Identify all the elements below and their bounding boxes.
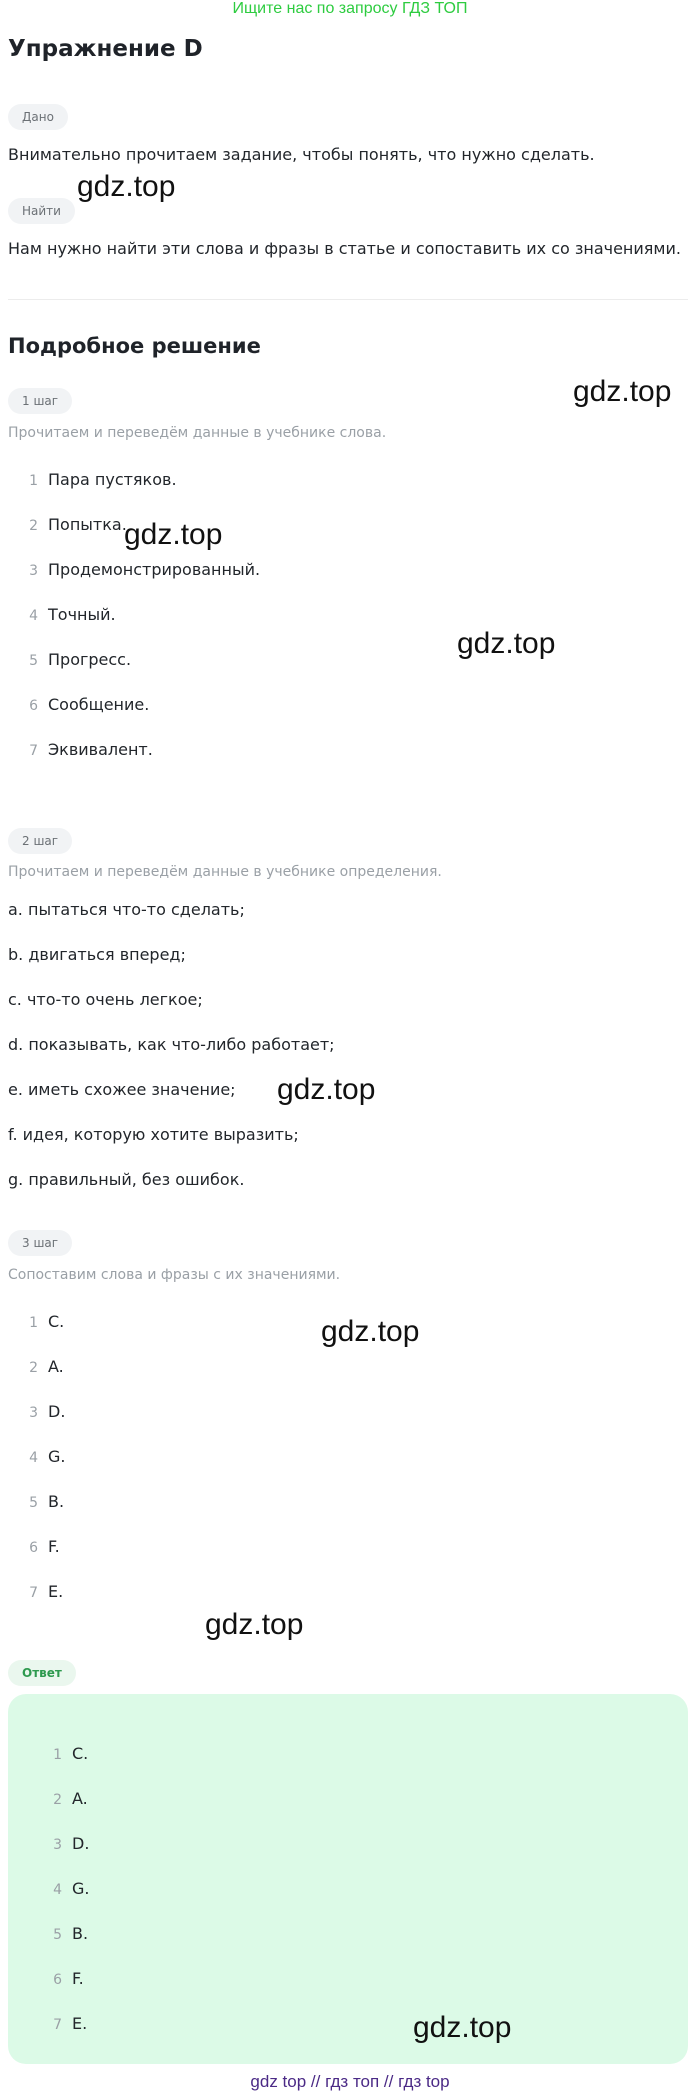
item-text: E.	[48, 1582, 64, 1601]
item-number: 6	[29, 1540, 38, 1556]
answer-item	[48, 2014, 87, 2036]
list-item	[24, 695, 149, 717]
step-3-badge: 3 шаг	[8, 1230, 72, 1256]
item-number: 1	[53, 1747, 62, 1763]
item-number: 2	[29, 518, 38, 534]
search-banner: Ищите нас по запросу ГДЗ ТОП	[232, 0, 468, 17]
item-text: E.	[72, 2014, 88, 2033]
item-number: 1	[29, 1315, 38, 1331]
item-number: 2	[53, 1792, 62, 1808]
list-item	[24, 605, 116, 627]
item-text: Прогресс.	[48, 650, 132, 669]
item-text: A.	[72, 1789, 88, 1808]
item-number: 1	[29, 473, 38, 489]
step-1-hint: Прочитаем и переведём данные в учебнике слова.	[8, 425, 387, 441]
answer-box	[8, 1694, 688, 2064]
item-number: 3	[29, 563, 38, 579]
answer-item	[48, 1834, 89, 1856]
item-number: 4	[29, 1450, 38, 1466]
definition-item: e. иметь схожее значение;	[8, 1080, 236, 1099]
answer-item	[48, 1879, 89, 1901]
item-text: F.	[48, 1537, 60, 1556]
watermark: gdz.top	[205, 1608, 304, 1641]
answer-item	[48, 1744, 88, 1766]
item-number: 2	[29, 1360, 38, 1376]
step-2-badge: 2 шаг	[8, 828, 72, 854]
item-text: Попытка.	[48, 515, 127, 534]
list-item	[24, 1492, 64, 1514]
item-text: B.	[48, 1492, 65, 1511]
step-2-hint: Прочитаем и переведём данные в учебнике определения.	[8, 864, 442, 880]
answer-item	[48, 1789, 88, 1811]
item-text: D.	[48, 1402, 66, 1421]
item-text: Сообщение.	[48, 695, 150, 714]
item-text: C.	[48, 1312, 65, 1331]
watermark: gdz.top	[124, 518, 223, 551]
answer-badge: Ответ	[8, 1660, 76, 1686]
solution-title: Подробное решение	[8, 334, 261, 358]
find-badge: Найти	[8, 198, 75, 224]
list-item	[24, 1312, 64, 1334]
item-text: G.	[72, 1879, 90, 1898]
item-text: Пара пустяков.	[48, 470, 177, 489]
given-badge: Дано	[8, 104, 68, 130]
definition-item: a. пытаться что-то сделать;	[8, 900, 245, 919]
find-text: Нам нужно найти эти слова и фразы в статье и сопоставить их со значениями.	[8, 239, 681, 258]
item-number: 5	[53, 1927, 62, 1943]
list-item	[24, 515, 127, 537]
definition-item: d. показывать, как что-либо работает;	[8, 1035, 335, 1054]
watermark: gdz.top	[77, 170, 176, 203]
list-item	[24, 1582, 63, 1604]
list-item	[24, 1447, 65, 1469]
definition-item: b. двигаться вперед;	[8, 945, 186, 964]
item-number: 7	[29, 743, 38, 759]
list-item	[24, 470, 177, 492]
given-text: Внимательно прочитаем задание, чтобы понять, что нужно сделать.	[8, 145, 595, 164]
item-text: G.	[48, 1447, 66, 1466]
list-item	[24, 1357, 64, 1379]
definition-item: g. правильный, без ошибок.	[8, 1170, 245, 1189]
watermark: gdz.top	[413, 2011, 512, 2044]
answer-item	[48, 1969, 84, 1991]
watermark: gdz.top	[277, 1073, 376, 1106]
item-text: C.	[72, 1744, 89, 1763]
step-3-hint: Сопоставим слова и фразы с их значениями.	[8, 1267, 341, 1283]
list-item	[24, 1537, 60, 1559]
item-number: 5	[29, 1495, 38, 1511]
watermark: gdz.top	[573, 375, 672, 408]
item-number: 3	[53, 1837, 62, 1853]
step-1-badge: 1 шаг	[8, 388, 72, 414]
footer-links: gdz top // гдз топ // гдз top	[250, 2072, 450, 2091]
item-number: 6	[29, 698, 38, 714]
item-text: Точный.	[48, 605, 116, 624]
definition-item: f. идея, которую хотите выразить;	[8, 1125, 299, 1144]
item-number: 4	[29, 608, 38, 624]
answer-item	[48, 1924, 88, 1946]
item-text: D.	[72, 1834, 90, 1853]
item-number: 6	[53, 1972, 62, 1988]
item-text: A.	[48, 1357, 64, 1376]
list-item	[24, 740, 153, 762]
list-item	[24, 650, 131, 672]
item-text: B.	[72, 1924, 89, 1943]
item-number: 7	[29, 1585, 38, 1601]
divider	[8, 299, 688, 300]
page-title: Упражнение D	[8, 36, 203, 62]
list-item	[24, 560, 260, 582]
item-text: Продемонстрированный.	[48, 560, 261, 579]
item-number: 4	[53, 1882, 62, 1898]
item-number: 7	[53, 2017, 62, 2033]
item-text: Эквивалент.	[48, 740, 153, 759]
item-number: 5	[29, 653, 38, 669]
item-number: 3	[29, 1405, 38, 1421]
watermark: gdz.top	[457, 627, 556, 660]
list-item	[24, 1402, 65, 1424]
definition-item: c. что-то очень легкое;	[8, 990, 203, 1009]
watermark: gdz.top	[321, 1315, 420, 1348]
item-text: F.	[72, 1969, 84, 1988]
